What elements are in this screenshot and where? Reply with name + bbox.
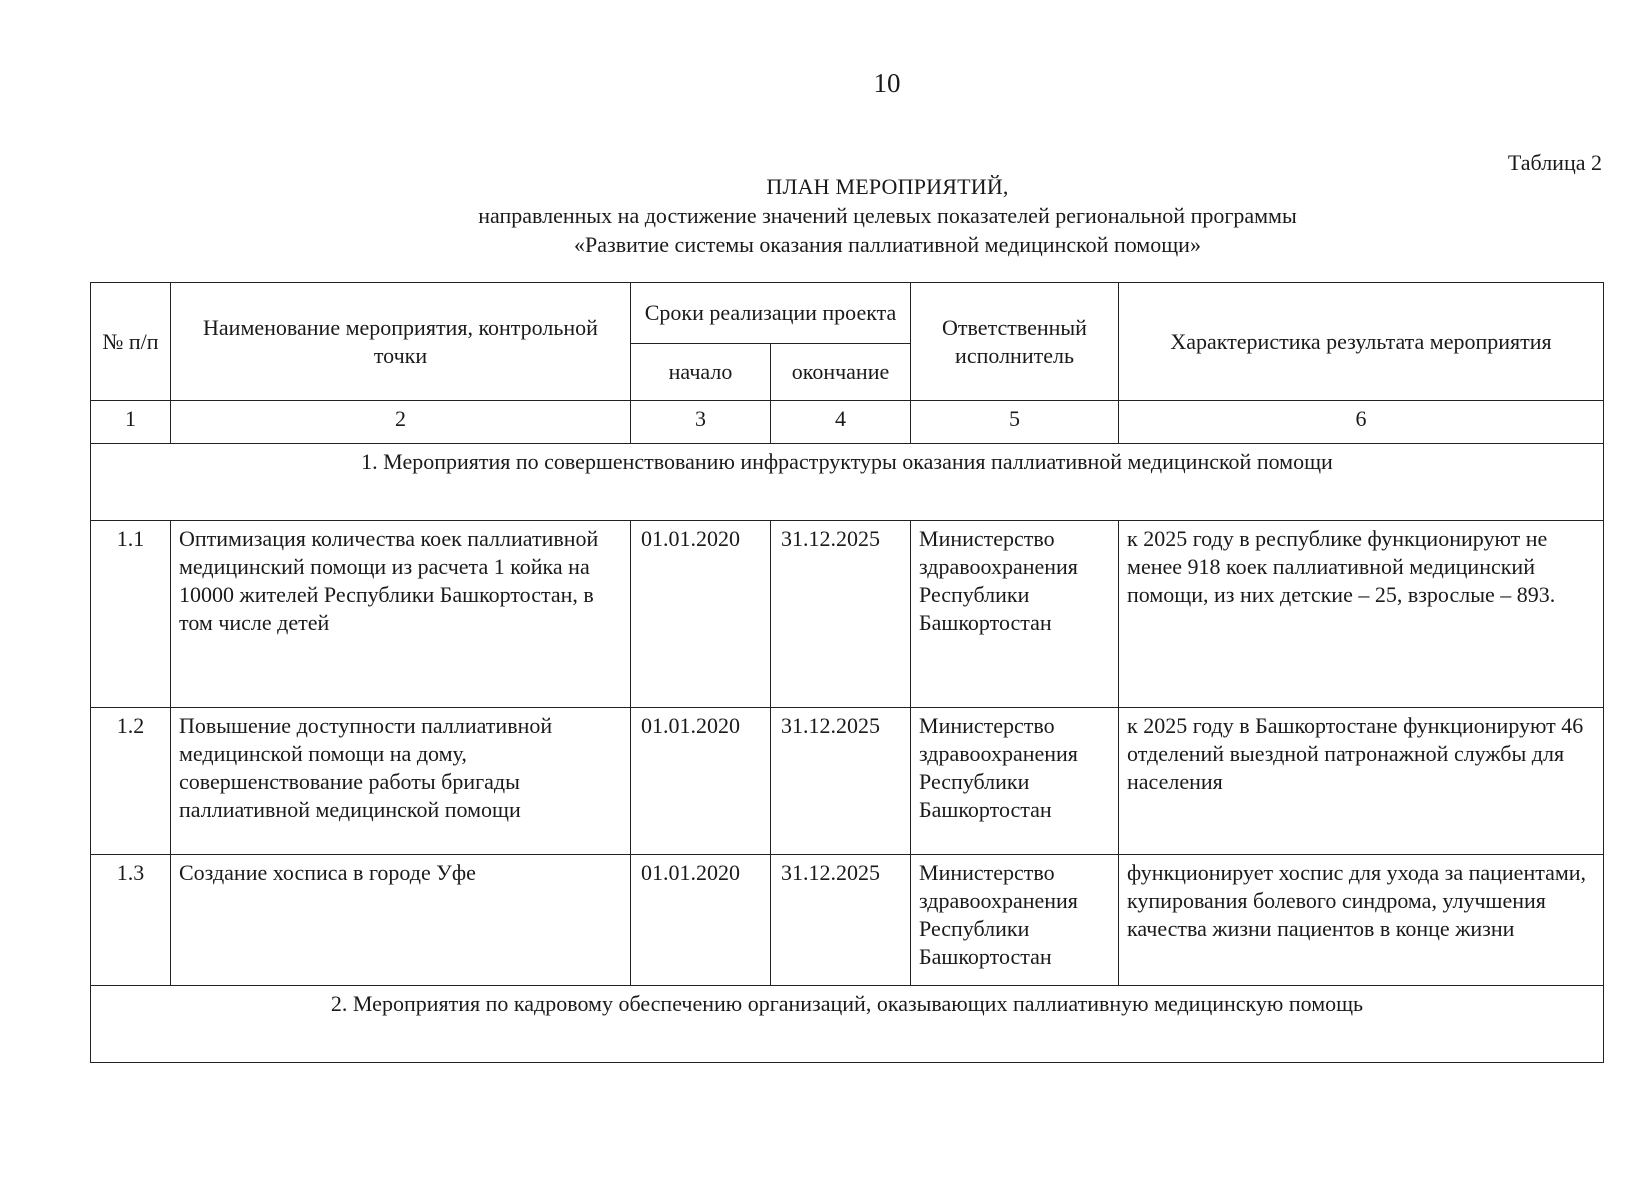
row-result: функционирует хоспис для ухода за пациентами, купирования болевого синдрома, улучшения качества жизни пациентов в конце жизни bbox=[1119, 855, 1604, 986]
header-terms: Сроки реализации проекта bbox=[631, 283, 911, 344]
title-line-2: направленных на достижение значений целевых показателей региональной программы bbox=[478, 203, 1297, 228]
row-start: 01.01.2020 bbox=[631, 855, 771, 986]
header-row bbox=[91, 283, 1604, 344]
row-end: 31.12.2025 bbox=[771, 855, 911, 986]
row-result: к 2025 году в Башкортостане функционируют 46 отделений выездной патронажной службы для населения bbox=[1119, 708, 1604, 855]
section-title: 1. Мероприятия по совершенствованию инфраструктуры оказания паллиативной медицинской помощи bbox=[91, 444, 1604, 521]
column-numbers-row bbox=[91, 401, 1604, 444]
row-result: к 2025 году в республике функционируют не менее 918 коек паллиативной медицинский помощи, из них детские – 25, взрослые – 893. bbox=[1119, 521, 1604, 708]
header-result: Характеристика результата мероприятия bbox=[1119, 283, 1604, 401]
row-start: 01.01.2020 bbox=[631, 521, 771, 708]
column-number: 3 bbox=[631, 401, 771, 444]
row-num: 1.2 bbox=[91, 708, 171, 855]
column-number: 5 bbox=[911, 401, 1119, 444]
header-start: начало bbox=[631, 344, 771, 401]
row-num: 1.1 bbox=[91, 521, 171, 708]
table-row bbox=[91, 521, 1604, 708]
section-2-row bbox=[91, 986, 1604, 1063]
title-line-3: «Развитие системы оказания паллиативной медицинской помощи» bbox=[574, 232, 1201, 257]
row-responsible: Министерство здравоохранения Республики Башкортостан bbox=[911, 855, 1119, 986]
column-number: 6 bbox=[1119, 401, 1604, 444]
column-number: 1 bbox=[91, 401, 171, 444]
document-title bbox=[400, 172, 1375, 259]
row-name: Оптимизация количества коек паллиативной медицинский помощи из расчета 1 койка на 10000 жителей Республики Башкортостан, в том числе детей bbox=[171, 521, 631, 708]
page-number: 10 bbox=[873, 68, 901, 98]
section-1-row bbox=[91, 444, 1604, 521]
table-row bbox=[91, 855, 1604, 986]
row-responsible: Министерство здравоохранения Республики Башкортостан bbox=[911, 521, 1119, 708]
header-responsible: Ответственный исполнитель bbox=[911, 283, 1119, 401]
header-name: Наименование мероприятия, контрольной точки bbox=[171, 283, 631, 401]
row-end: 31.12.2025 bbox=[771, 708, 911, 855]
column-number: 4 bbox=[771, 401, 911, 444]
row-name: Повышение доступности паллиативной медицинской помощи на дому, совершенствование работы бригады паллиативной медицинской помощи bbox=[171, 708, 631, 855]
row-name: Создание хосписа в городе Уфе bbox=[171, 855, 631, 986]
row-end: 31.12.2025 bbox=[771, 521, 911, 708]
plan-table bbox=[90, 282, 1604, 1063]
row-num: 1.3 bbox=[91, 855, 171, 986]
row-start: 01.01.2020 bbox=[631, 708, 771, 855]
column-number: 2 bbox=[171, 401, 631, 444]
table-label: Таблица 2 bbox=[1507, 150, 1602, 175]
header-num: № п/п bbox=[91, 283, 171, 401]
section-title: 2. Мероприятия по кадровому обеспечению организаций, оказывающих паллиативную медицинскую помощь bbox=[91, 986, 1604, 1063]
title-line-1: ПЛАН МЕРОПРИЯТИЙ, bbox=[766, 174, 1009, 199]
header-end: окончание bbox=[771, 344, 911, 401]
row-responsible: Министерство здравоохранения Республики Башкортостан bbox=[911, 708, 1119, 855]
table-row bbox=[91, 708, 1604, 855]
